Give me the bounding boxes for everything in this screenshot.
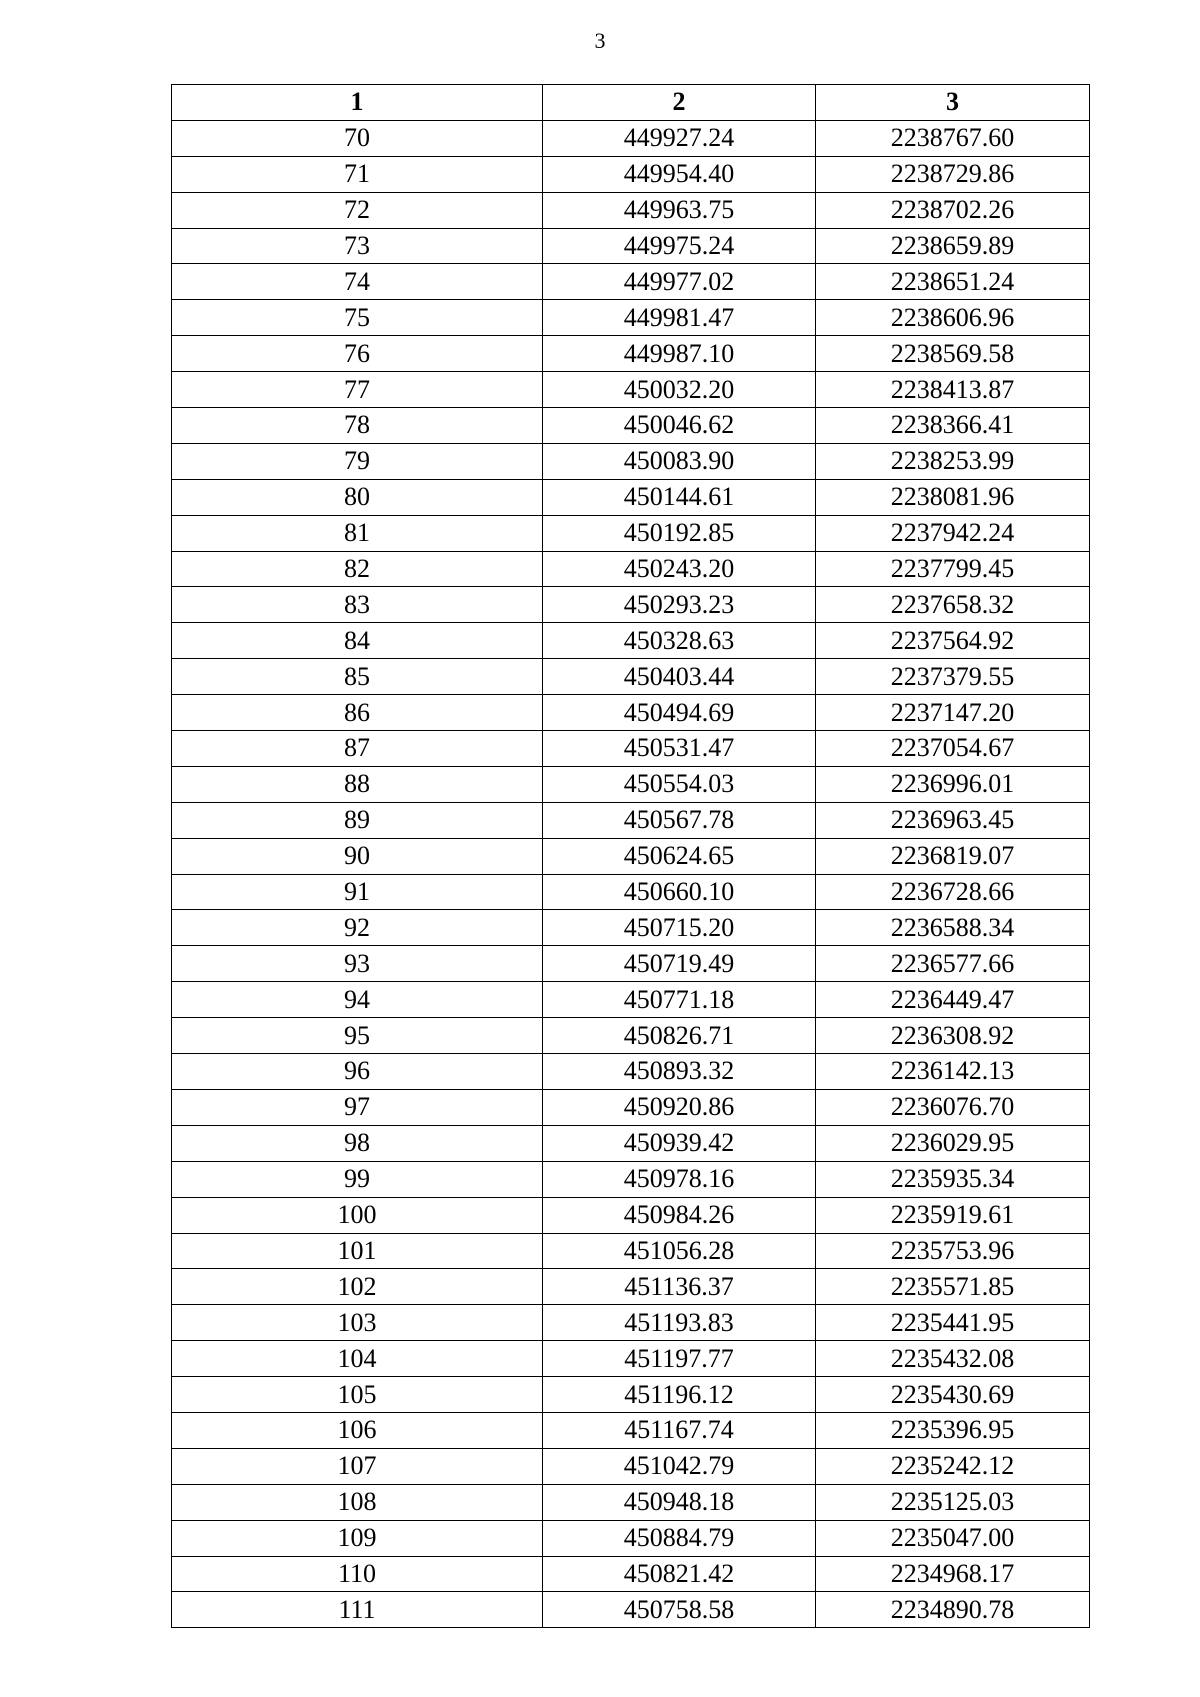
table-row: [172, 946, 1090, 982]
coordinate-x-cell: 450083.90: [543, 443, 816, 479]
table-row: [172, 695, 1090, 731]
coordinate-y-cell: 2236996.01: [816, 766, 1090, 802]
table-header: [172, 85, 1090, 121]
coordinate-x-cell: 450821.42: [543, 1556, 816, 1592]
coordinate-y-cell: 2235396.95: [816, 1412, 1090, 1448]
point-number-cell: 108: [172, 1484, 543, 1520]
coordinate-x-cell: 450192.85: [543, 515, 816, 551]
coordinate-y-cell: 2234968.17: [816, 1556, 1090, 1592]
table-row: [172, 551, 1090, 587]
table-row: [172, 1305, 1090, 1341]
coordinate-x-cell: 450554.03: [543, 766, 816, 802]
coordinate-y-cell: 2238253.99: [816, 443, 1090, 479]
coordinate-x-cell: 451056.28: [543, 1233, 816, 1269]
coordinate-x-cell: 450715.20: [543, 910, 816, 946]
table-row: [172, 515, 1090, 551]
coordinate-x-cell: 449954.40: [543, 156, 816, 192]
coordinate-y-cell: 2234890.78: [816, 1592, 1090, 1628]
point-number-cell: 88: [172, 766, 543, 802]
table-row: [172, 120, 1090, 156]
coordinate-y-cell: 2237379.55: [816, 659, 1090, 695]
coordinate-y-cell: 2238413.87: [816, 372, 1090, 408]
table-row: [172, 802, 1090, 838]
table-row: [172, 587, 1090, 623]
point-number-cell: 110: [172, 1556, 543, 1592]
point-number-cell: 92: [172, 910, 543, 946]
coordinate-x-cell: 449963.75: [543, 192, 816, 228]
coordinate-x-cell: 451197.77: [543, 1341, 816, 1377]
coordinate-y-cell: 2237942.24: [816, 515, 1090, 551]
point-number-cell: 101: [172, 1233, 543, 1269]
point-number-cell: 111: [172, 1592, 543, 1628]
point-number-cell: 82: [172, 551, 543, 587]
coordinate-x-cell: 451193.83: [543, 1305, 816, 1341]
table-row: [172, 1269, 1090, 1305]
table-row: [172, 659, 1090, 695]
point-number-cell: 78: [172, 408, 543, 444]
coordinate-x-cell: 450403.44: [543, 659, 816, 695]
table-row: [172, 874, 1090, 910]
point-number-cell: 80: [172, 479, 543, 515]
coordinate-y-cell: 2235919.61: [816, 1197, 1090, 1233]
table-row: [172, 1233, 1090, 1269]
coordinate-y-cell: 2235571.85: [816, 1269, 1090, 1305]
table-row: [172, 623, 1090, 659]
coordinate-y-cell: 2236076.70: [816, 1089, 1090, 1125]
coordinate-x-cell: 450531.47: [543, 731, 816, 767]
coordinate-y-cell: 2235047.00: [816, 1520, 1090, 1556]
column-header-2: 2: [543, 85, 816, 121]
point-number-cell: 87: [172, 731, 543, 767]
point-number-cell: 73: [172, 228, 543, 264]
coordinate-y-cell: 2236308.92: [816, 1018, 1090, 1054]
point-number-cell: 99: [172, 1161, 543, 1197]
coordinate-y-cell: 2238729.86: [816, 156, 1090, 192]
coordinate-x-cell: 450494.69: [543, 695, 816, 731]
point-number-cell: 86: [172, 695, 543, 731]
point-number-cell: 84: [172, 623, 543, 659]
coordinate-y-cell: 2238606.96: [816, 300, 1090, 336]
coordinate-x-cell: 449981.47: [543, 300, 816, 336]
coordinate-x-cell: 450893.32: [543, 1054, 816, 1090]
point-number-cell: 94: [172, 982, 543, 1018]
coordinate-y-cell: 2236449.47: [816, 982, 1090, 1018]
coordinate-y-cell: 2236029.95: [816, 1125, 1090, 1161]
coordinate-y-cell: 2235242.12: [816, 1448, 1090, 1484]
coordinate-x-cell: 450719.49: [543, 946, 816, 982]
coordinate-y-cell: 2235753.96: [816, 1233, 1090, 1269]
page-number: 3: [594, 28, 606, 53]
coordinate-x-cell: 450660.10: [543, 874, 816, 910]
coordinate-x-cell: 449977.02: [543, 264, 816, 300]
table-row: [172, 228, 1090, 264]
table-row: [172, 982, 1090, 1018]
table-row: [172, 1377, 1090, 1413]
table-row: [172, 1161, 1090, 1197]
table-body: [172, 120, 1090, 1627]
coordinate-y-cell: 2235441.95: [816, 1305, 1090, 1341]
point-number-cell: 89: [172, 802, 543, 838]
point-number-cell: 105: [172, 1377, 543, 1413]
coordinate-y-cell: 2237147.20: [816, 695, 1090, 731]
table-row: [172, 443, 1090, 479]
point-number-cell: 83: [172, 587, 543, 623]
coordinate-y-cell: 2237658.32: [816, 587, 1090, 623]
point-number-cell: 96: [172, 1054, 543, 1090]
point-number-cell: 91: [172, 874, 543, 910]
coordinate-y-cell: 2237799.45: [816, 551, 1090, 587]
coordinate-y-cell: 2238702.26: [816, 192, 1090, 228]
coordinate-x-cell: 450032.20: [543, 372, 816, 408]
coordinate-x-cell: 450144.61: [543, 479, 816, 515]
coordinate-y-cell: 2238366.41: [816, 408, 1090, 444]
point-number-cell: 103: [172, 1305, 543, 1341]
table-row: [172, 1125, 1090, 1161]
point-number-cell: 109: [172, 1520, 543, 1556]
point-number-cell: 106: [172, 1412, 543, 1448]
table-row: [172, 192, 1090, 228]
point-number-cell: 107: [172, 1448, 543, 1484]
point-number-cell: 95: [172, 1018, 543, 1054]
coordinate-x-cell: 449987.10: [543, 336, 816, 372]
coordinate-x-cell: 451136.37: [543, 1269, 816, 1305]
point-number-cell: 77: [172, 372, 543, 408]
column-header-3: 3: [816, 85, 1090, 121]
table-row: [172, 479, 1090, 515]
coordinate-x-cell: 449975.24: [543, 228, 816, 264]
table-row: [172, 1448, 1090, 1484]
table-row: [172, 1089, 1090, 1125]
point-number-cell: 74: [172, 264, 543, 300]
point-number-cell: 90: [172, 838, 543, 874]
table-row: [172, 1412, 1090, 1448]
table-row: [172, 336, 1090, 372]
column-header-1: 1: [172, 85, 543, 121]
point-number-cell: 93: [172, 946, 543, 982]
coordinate-x-cell: 450920.86: [543, 1089, 816, 1125]
table-row: [172, 408, 1090, 444]
coordinates-table: [171, 84, 1090, 1628]
table-row: [172, 1197, 1090, 1233]
table-row: [172, 766, 1090, 802]
point-number-cell: 100: [172, 1197, 543, 1233]
table-row: [172, 1018, 1090, 1054]
point-number-cell: 97: [172, 1089, 543, 1125]
table-row: [172, 1484, 1090, 1520]
coordinate-x-cell: 450624.65: [543, 838, 816, 874]
coordinate-y-cell: 2236963.45: [816, 802, 1090, 838]
table-row: [172, 1556, 1090, 1592]
table-row: [172, 731, 1090, 767]
coordinate-y-cell: 2238569.58: [816, 336, 1090, 372]
coordinate-y-cell: 2236728.66: [816, 874, 1090, 910]
point-number-cell: 104: [172, 1341, 543, 1377]
coordinate-y-cell: 2235430.69: [816, 1377, 1090, 1413]
coordinate-x-cell: 450884.79: [543, 1520, 816, 1556]
table-row: [172, 838, 1090, 874]
table-row: [172, 264, 1090, 300]
table-row: [172, 1520, 1090, 1556]
coordinate-x-cell: 451167.74: [543, 1412, 816, 1448]
coordinate-y-cell: 2235432.08: [816, 1341, 1090, 1377]
point-number-cell: 98: [172, 1125, 543, 1161]
coordinate-y-cell: 2238659.89: [816, 228, 1090, 264]
table-row: [172, 1341, 1090, 1377]
coordinate-x-cell: 450826.71: [543, 1018, 816, 1054]
coordinate-x-cell: 449927.24: [543, 120, 816, 156]
coordinate-y-cell: 2237564.92: [816, 623, 1090, 659]
table-row: [172, 910, 1090, 946]
coordinate-x-cell: 450771.18: [543, 982, 816, 1018]
coordinate-x-cell: 450984.26: [543, 1197, 816, 1233]
table-row: [172, 1054, 1090, 1090]
coordinate-y-cell: 2237054.67: [816, 731, 1090, 767]
coordinate-y-cell: 2236819.07: [816, 838, 1090, 874]
point-number-cell: 76: [172, 336, 543, 372]
table-row: [172, 156, 1090, 192]
point-number-cell: 71: [172, 156, 543, 192]
coordinate-y-cell: 2236142.13: [816, 1054, 1090, 1090]
coordinate-y-cell: 2236588.34: [816, 910, 1090, 946]
table-row: [172, 300, 1090, 336]
point-number-cell: 72: [172, 192, 543, 228]
coordinate-x-cell: 450758.58: [543, 1592, 816, 1628]
point-number-cell: 79: [172, 443, 543, 479]
coordinate-y-cell: 2236577.66: [816, 946, 1090, 982]
coordinate-y-cell: 2235125.03: [816, 1484, 1090, 1520]
coordinate-x-cell: 450567.78: [543, 802, 816, 838]
coordinate-x-cell: 450328.63: [543, 623, 816, 659]
coordinate-x-cell: 450939.42: [543, 1125, 816, 1161]
coordinate-x-cell: 450978.16: [543, 1161, 816, 1197]
coordinate-y-cell: 2235935.34: [816, 1161, 1090, 1197]
coordinate-x-cell: 450293.23: [543, 587, 816, 623]
header-row: [172, 85, 1090, 121]
coordinate-y-cell: 2238651.24: [816, 264, 1090, 300]
table-row: [172, 372, 1090, 408]
table-row: [172, 1592, 1090, 1628]
coordinate-y-cell: 2238767.60: [816, 120, 1090, 156]
point-number-cell: 81: [172, 515, 543, 551]
point-number-cell: 75: [172, 300, 543, 336]
coordinate-x-cell: 450948.18: [543, 1484, 816, 1520]
point-number-cell: 102: [172, 1269, 543, 1305]
coordinate-x-cell: 450243.20: [543, 551, 816, 587]
coordinate-y-cell: 2238081.96: [816, 479, 1090, 515]
point-number-cell: 85: [172, 659, 543, 695]
coordinate-x-cell: 451042.79: [543, 1448, 816, 1484]
coordinate-x-cell: 450046.62: [543, 408, 816, 444]
point-number-cell: 70: [172, 120, 543, 156]
coordinate-x-cell: 451196.12: [543, 1377, 816, 1413]
